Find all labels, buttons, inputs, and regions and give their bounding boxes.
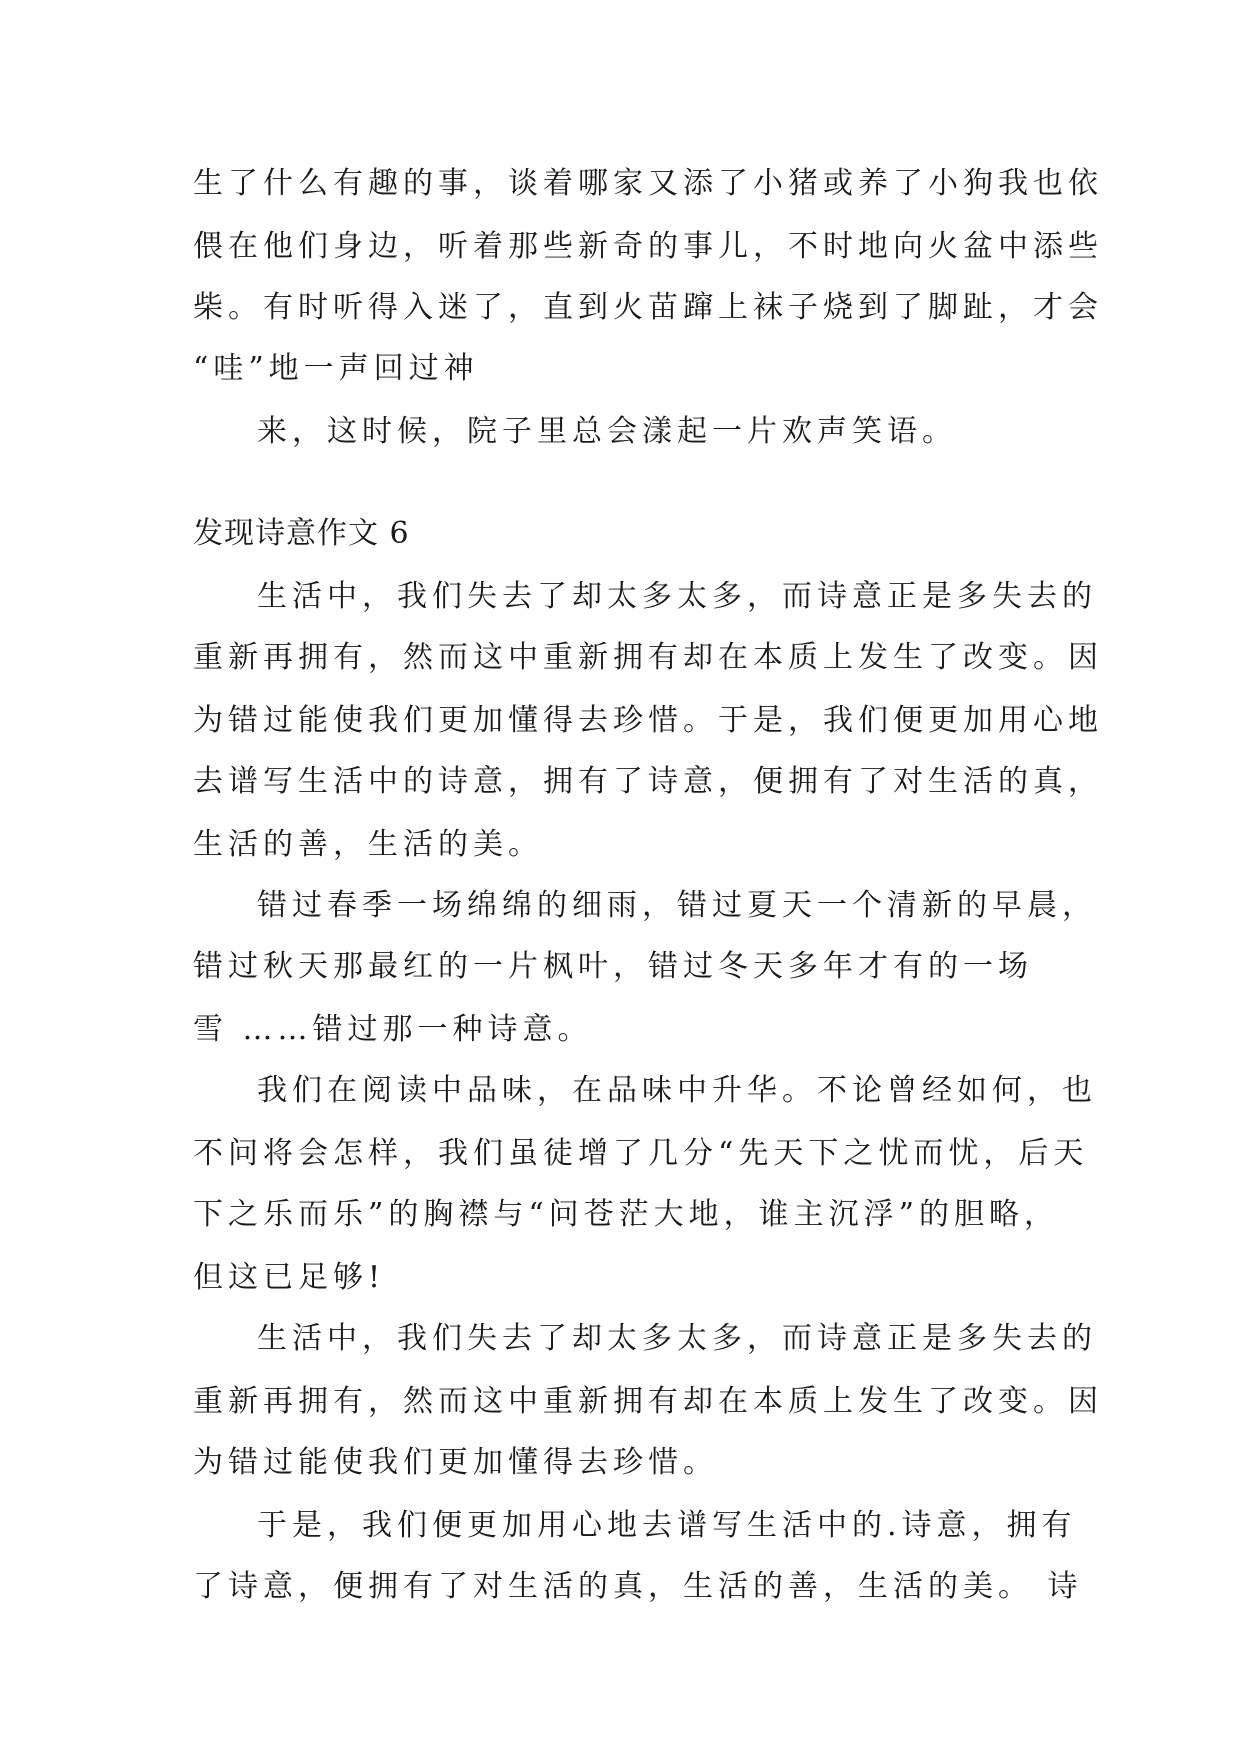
text-line: 生活的善，生活的美。 [193,827,543,862]
text-line: “哇”地一声回过神 [193,351,479,386]
section-title: 发现诗意作文 6 [193,516,410,551]
text-line: 了诗意，便拥有了对生活的真，生活的善，生活的美。 诗 [193,1569,1083,1604]
text-line: 错过春季一场绵绵的细雨，错过夏天一个清新的早晨， [257,888,1097,923]
text-line: 为错过能使我们更加懂得去珍惜。 [193,1445,718,1480]
text-line: 重新再拥有，然而这中重新拥有却在本质上发生了改变。因 [193,640,1103,675]
text-line: 但这已足够! [193,1260,386,1295]
text-line: 来，这时候，院子里总会漾起一片欢声笑语。 [257,414,957,449]
text-line: 去谱写生活中的诗意，拥有了诗意，便拥有了对生活的真， [193,764,1103,799]
text-line: 为错过能使我们更加懂得去珍惜。于是，我们便更加用心地 [193,703,1103,738]
text-line: 雪 ……错过那一种诗意。 [193,1012,593,1047]
text-line: 于是，我们便更加用心地去谱写生活中的.诗意，拥有 [257,1508,1077,1543]
text-line: 不问将会怎样，我们虽徒增了几分“先天下之忧而忧，后天 [193,1136,1089,1171]
text-line: 我们在阅读中品味，在品味中升华。不论曾经如何，也 [257,1073,1097,1108]
text-line: 下之乐而乐”的胸襟与“问苍茫大地，谁主沉浮”的胆略， [193,1197,1060,1232]
text-line: 重新再拥有，然而这中重新拥有却在本质上发生了改变。因 [193,1384,1103,1419]
text-line: 错过秋天那最红的一片枫叶，错过冬天多年才有的一场 [193,949,1033,984]
text-line: 生活中，我们失去了却太多太多，而诗意正是多失去的 [257,579,1097,614]
text-line: 生活中，我们失去了却太多太多，而诗意正是多失去的 [257,1321,1097,1356]
text-line: 柴。有时听得入迷了，直到火苗蹿上袜子烧到了脚趾，才会 [193,290,1103,325]
text-line: 偎在他们身边，听着那些新奇的事儿，不时地向火盆中添些 [193,229,1103,264]
text-line: 生了什么有趣的事，谈着哪家又添了小猪或养了小狗我也依 [193,166,1103,201]
